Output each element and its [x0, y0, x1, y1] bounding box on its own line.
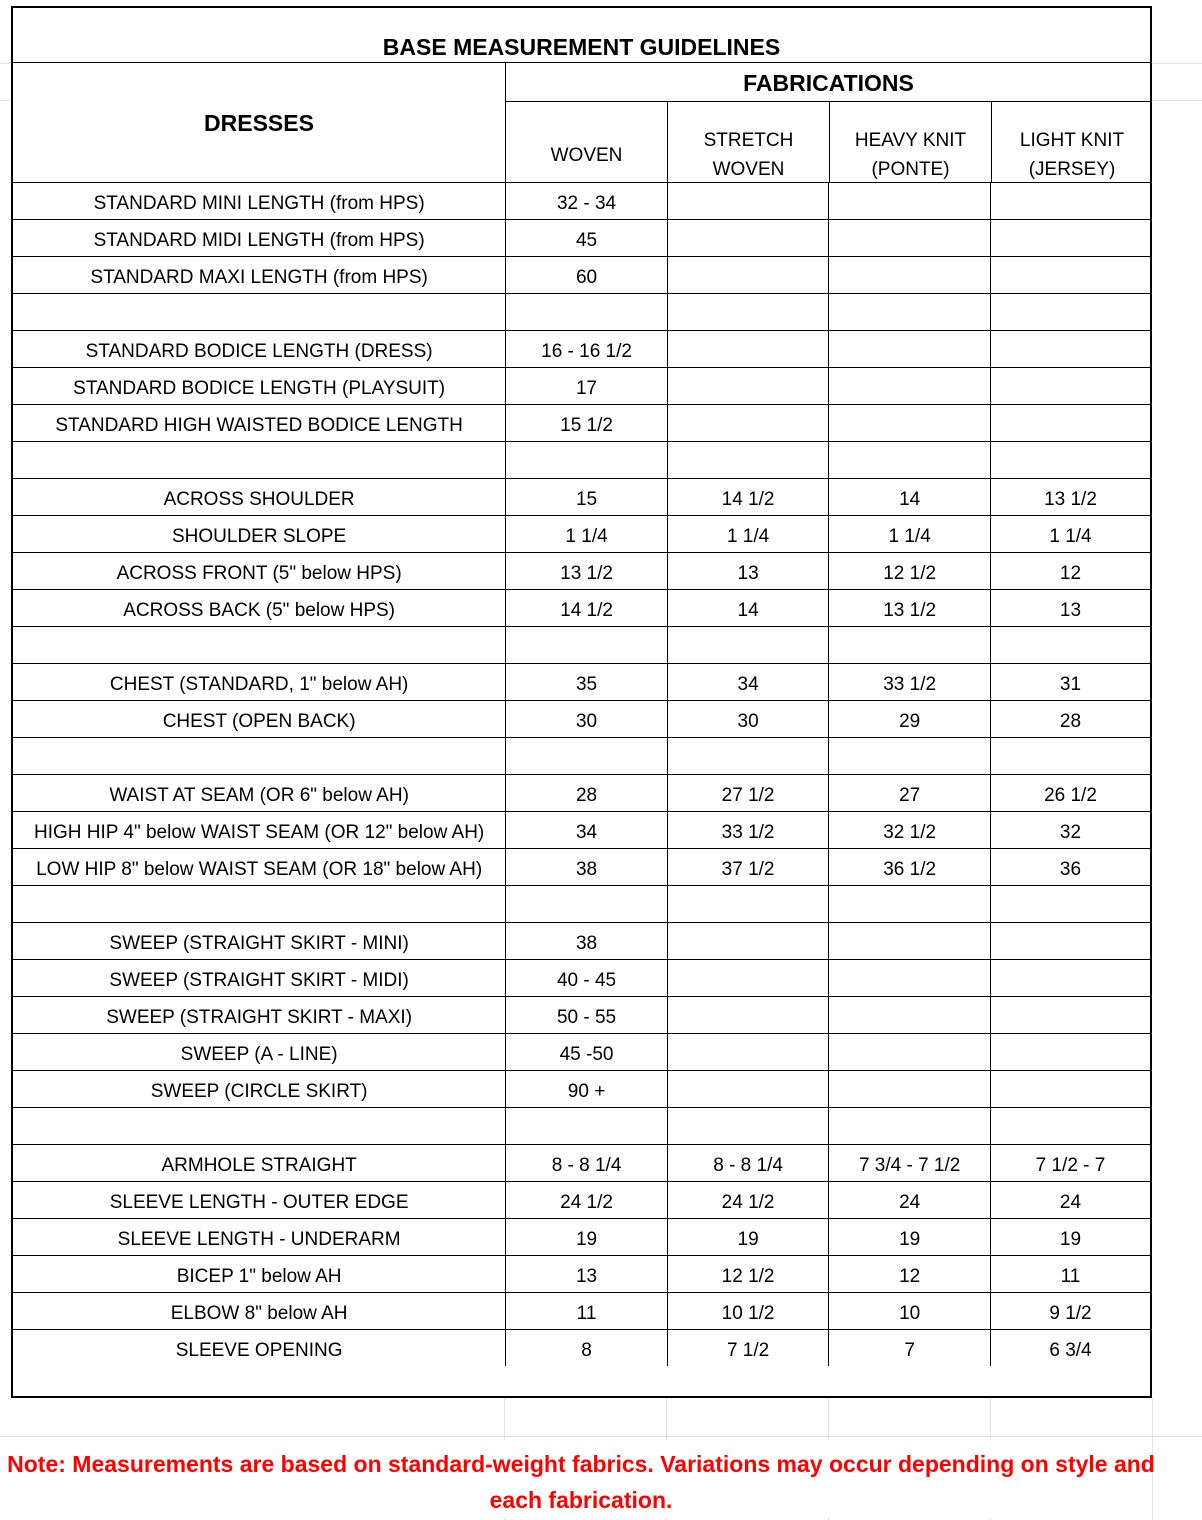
light-knit-value-cell[interactable]: 31: [990, 663, 1150, 700]
sheet-title: BASE MEASUREMENT GUIDELINES: [382, 34, 781, 60]
heavy-knit-value-cell[interactable]: [829, 404, 991, 441]
table-row: [13, 441, 1150, 478]
table-row: [13, 811, 1150, 848]
table-row: [13, 663, 1150, 700]
heavy-knit-value-cell[interactable]: [829, 256, 991, 293]
stretch-woven-value-cell[interactable]: 30: [667, 700, 828, 737]
heavy-knit-value-cell[interactable]: 32 1/2: [829, 811, 991, 848]
heavy-knit-value-cell[interactable]: [829, 1107, 991, 1144]
stretch-woven-value-cell[interactable]: [667, 404, 828, 441]
woven-value-cell[interactable]: 15: [506, 478, 668, 515]
stretch-woven-value-cell[interactable]: 27 1/2: [667, 774, 828, 811]
table-row: [13, 626, 1150, 663]
light-knit-value-cell[interactable]: [990, 996, 1150, 1033]
woven-value-cell[interactable]: [506, 1107, 668, 1144]
table-row: [13, 1292, 1150, 1329]
column-header-stretch-woven: STRETCH WOVEN: [703, 130, 794, 180]
heavy-knit-value-cell[interactable]: 12: [829, 1255, 991, 1292]
woven-value-cell[interactable]: 30: [506, 700, 668, 737]
measurement-table: [13, 182, 1150, 1366]
heavy-knit-value-cell[interactable]: [829, 219, 991, 256]
heavy-knit-value-cell[interactable]: [829, 330, 991, 367]
woven-value-cell[interactable]: 16 - 16 1/2: [506, 330, 668, 367]
woven-value-cell[interactable]: 19: [506, 1218, 668, 1255]
heavy-knit-value-cell[interactable]: 33 1/2: [829, 663, 991, 700]
measurement-label-cell[interactable]: SLEEVE LENGTH - UNDERARM: [13, 1218, 506, 1255]
heavy-knit-value-cell[interactable]: [829, 1070, 991, 1107]
background-gridline: [0, 1436, 1202, 1437]
stretch-woven-value-cell[interactable]: 8 - 8 1/4: [667, 1144, 828, 1181]
measurement-label-cell[interactable]: STANDARD HIGH WAISTED BODICE LENGTH: [13, 404, 506, 441]
stretch-woven-value-cell[interactable]: [667, 737, 828, 774]
table-row: [13, 1329, 1150, 1366]
measurement-label-cell[interactable]: HIGH HIP 4" below WAIST SEAM (OR 12" below AH): [13, 811, 506, 848]
measurement-label-cell[interactable]: CHEST (OPEN BACK): [13, 700, 506, 737]
light-knit-value-cell[interactable]: 32: [990, 811, 1150, 848]
heavy-knit-value-cell[interactable]: [829, 737, 991, 774]
measurement-label-cell[interactable]: SLEEVE LENGTH - OUTER EDGE: [13, 1181, 506, 1218]
woven-value-cell[interactable]: 28: [506, 774, 668, 811]
woven-value-cell[interactable]: 17: [506, 367, 668, 404]
table-row: [13, 1107, 1150, 1144]
woven-value-cell[interactable]: 14 1/2: [506, 589, 668, 626]
measurement-label-cell[interactable]: STANDARD BODICE LENGTH (PLAYSUIT): [13, 367, 506, 404]
woven-value-cell[interactable]: 38: [506, 848, 668, 885]
measurement-label-cell[interactable]: STANDARD MAXI LENGTH (from HPS): [13, 256, 506, 293]
light-knit-value-cell[interactable]: [990, 182, 1150, 219]
woven-value-cell[interactable]: 60: [506, 256, 668, 293]
light-knit-value-cell[interactable]: 26 1/2: [990, 774, 1150, 811]
heavy-knit-value-cell[interactable]: [829, 441, 991, 478]
measurement-sheet: [11, 6, 1152, 1398]
light-knit-value-cell[interactable]: 28: [990, 700, 1150, 737]
heavy-knit-value-cell[interactable]: [829, 996, 991, 1033]
stretch-woven-value-cell[interactable]: 1 1/4: [667, 515, 828, 552]
light-knit-value-cell[interactable]: [990, 1033, 1150, 1070]
woven-value-cell[interactable]: 15 1/2: [506, 404, 668, 441]
light-knit-value-cell[interactable]: [990, 441, 1150, 478]
light-knit-value-cell[interactable]: 1 1/4: [990, 515, 1150, 552]
stretch-woven-value-cell[interactable]: [667, 330, 828, 367]
measurement-label-cell[interactable]: WAIST AT SEAM (OR 6" below AH): [13, 774, 506, 811]
table-row: [13, 589, 1150, 626]
light-knit-value-cell[interactable]: 9 1/2: [990, 1292, 1150, 1329]
measurement-label-cell[interactable]: [13, 885, 506, 922]
footnote: Note: Measurements are based on standard-weight fabrics. Variations may occur depending on style and each fabrication.: [7, 1451, 1155, 1513]
measurement-label-cell[interactable]: SWEEP (STRAIGHT SKIRT - MIDI): [13, 959, 506, 996]
measurement-label-cell[interactable]: [13, 626, 506, 663]
table-row: [13, 848, 1150, 885]
heavy-knit-value-cell[interactable]: [829, 885, 991, 922]
measurement-label-cell[interactable]: ARMHOLE STRAIGHT: [13, 1144, 506, 1181]
heavy-knit-value-cell[interactable]: 7 3/4 - 7 1/2: [829, 1144, 991, 1181]
heavy-knit-value-cell[interactable]: 14: [829, 478, 991, 515]
stretch-woven-value-cell[interactable]: 14 1/2: [667, 478, 828, 515]
stretch-woven-value-cell[interactable]: [667, 1033, 828, 1070]
stretch-woven-value-cell[interactable]: 12 1/2: [667, 1255, 828, 1292]
stretch-woven-value-cell[interactable]: 19: [667, 1218, 828, 1255]
light-knit-value-cell[interactable]: [990, 293, 1150, 330]
stretch-woven-value-cell[interactable]: 24 1/2: [667, 1181, 828, 1218]
measurement-label-cell[interactable]: CHEST (STANDARD, 1" below AH): [13, 663, 506, 700]
heavy-knit-value-cell[interactable]: 13 1/2: [829, 589, 991, 626]
table-row: [13, 1144, 1150, 1181]
light-knit-value-cell[interactable]: 11: [990, 1255, 1150, 1292]
category-label: DRESSES: [204, 109, 314, 136]
stretch-woven-value-cell[interactable]: 34: [667, 663, 828, 700]
heavy-knit-value-cell[interactable]: 10: [829, 1292, 991, 1329]
stretch-woven-value-cell[interactable]: [667, 219, 828, 256]
table-row: [13, 478, 1150, 515]
measurement-label-cell[interactable]: STANDARD BODICE LENGTH (DRESS): [13, 330, 506, 367]
stretch-woven-value-cell[interactable]: 33 1/2: [667, 811, 828, 848]
measurement-label-cell[interactable]: LOW HIP 8" below WAIST SEAM (OR 18" below AH): [13, 848, 506, 885]
stretch-woven-value-cell[interactable]: 37 1/2: [667, 848, 828, 885]
stretch-woven-value-cell[interactable]: [667, 996, 828, 1033]
heavy-knit-value-cell[interactable]: [829, 293, 991, 330]
table-row: [13, 737, 1150, 774]
light-knit-value-cell[interactable]: [990, 922, 1150, 959]
table-row: [13, 1218, 1150, 1255]
measurement-label-cell[interactable]: SWEEP (STRAIGHT SKIRT - MAXI): [13, 996, 506, 1033]
table-row: [13, 959, 1150, 996]
heavy-knit-value-cell[interactable]: [829, 959, 991, 996]
measurement-label-cell[interactable]: [13, 1107, 506, 1144]
stretch-woven-value-cell[interactable]: [667, 441, 828, 478]
heavy-knit-value-cell[interactable]: 29: [829, 700, 991, 737]
heavy-knit-value-cell[interactable]: [829, 367, 991, 404]
light-knit-value-cell[interactable]: 13: [990, 589, 1150, 626]
fabrications-label: FABRICATIONS: [743, 69, 914, 96]
table-row: [13, 774, 1150, 811]
light-knit-value-cell[interactable]: 24: [990, 1181, 1150, 1218]
woven-value-cell[interactable]: 1 1/4: [506, 515, 668, 552]
woven-value-cell[interactable]: 90 +: [506, 1070, 668, 1107]
title-divider: [13, 62, 1152, 63]
light-knit-value-cell[interactable]: 19: [990, 1218, 1150, 1255]
woven-value-cell[interactable]: [506, 441, 668, 478]
heavy-knit-value-cell[interactable]: [829, 1033, 991, 1070]
table-row: [13, 1070, 1150, 1107]
light-knit-value-cell[interactable]: 6 3/4: [1049, 1340, 1092, 1361]
light-knit-value-cell[interactable]: [990, 404, 1150, 441]
woven-value-cell[interactable]: 32 - 34: [506, 182, 668, 219]
table-row: [13, 219, 1150, 256]
measurement-label-cell[interactable]: BICEP 1" below AH: [13, 1255, 506, 1292]
column-header-light-knit: LIGHT KNIT (JERSEY): [1019, 130, 1125, 180]
woven-value-cell[interactable]: [506, 626, 668, 663]
heavy-knit-value-cell[interactable]: 12 1/2: [829, 552, 991, 589]
light-knit-value-cell[interactable]: [990, 367, 1150, 404]
heavy-knit-value-cell[interactable]: 19: [829, 1218, 991, 1255]
measurement-label-cell[interactable]: ACROSS FRONT (5" below HPS): [13, 552, 506, 589]
woven-value-cell[interactable]: 40 - 45: [506, 959, 668, 996]
measurement-label-cell[interactable]: [13, 293, 506, 330]
woven-value-cell[interactable]: 38: [506, 922, 668, 959]
stretch-woven-value-cell[interactable]: 13: [667, 552, 828, 589]
heavy-knit-value-cell[interactable]: [829, 626, 991, 663]
heavy-knit-value-cell[interactable]: 36 1/2: [829, 848, 991, 885]
measurement-label-cell[interactable]: SWEEP (A - LINE): [13, 1033, 506, 1070]
light-knit-value-cell[interactable]: [990, 1070, 1150, 1107]
table-row: [13, 996, 1150, 1033]
woven-value-cell[interactable]: 11: [506, 1292, 668, 1329]
measurement-label-cell[interactable]: SHOULDER SLOPE: [13, 515, 506, 552]
woven-value-cell[interactable]: 8 - 8 1/4: [506, 1144, 668, 1181]
heavy-knit-value-cell[interactable]: 24: [829, 1181, 991, 1218]
table-row: [13, 1181, 1150, 1218]
column-header-woven: WOVEN: [550, 144, 623, 166]
measurement-label-cell[interactable]: ELBOW 8" below AH: [13, 1292, 506, 1329]
woven-value-cell[interactable]: 8: [506, 1329, 668, 1366]
table-row: [13, 182, 1150, 219]
light-knit-value-cell[interactable]: [990, 330, 1150, 367]
stretch-woven-value-cell[interactable]: [667, 959, 828, 996]
light-knit-value-cell[interactable]: [990, 959, 1150, 996]
measurement-label-cell[interactable]: STANDARD MIDI LENGTH (from HPS): [13, 219, 506, 256]
stretch-woven-value-cell[interactable]: 10 1/2: [667, 1292, 828, 1329]
table-row: [13, 1033, 1150, 1070]
woven-value-cell[interactable]: 50 - 55: [506, 996, 668, 1033]
table-row: [13, 700, 1150, 737]
measurement-label-cell[interactable]: [13, 737, 506, 774]
woven-value-cell[interactable]: [506, 737, 668, 774]
light-knit-value-cell[interactable]: 12: [990, 552, 1150, 589]
measurement-label-cell[interactable]: ACROSS SHOULDER: [13, 478, 506, 515]
stretch-woven-value-cell[interactable]: [667, 367, 828, 404]
table-row: [13, 922, 1150, 959]
measurement-label-cell[interactable]: ACROSS BACK (5" below HPS): [13, 589, 506, 626]
woven-value-cell[interactable]: [506, 293, 668, 330]
woven-value-cell[interactable]: 34: [506, 811, 668, 848]
stretch-woven-value-cell[interactable]: 14: [667, 589, 828, 626]
table-row: [13, 367, 1150, 404]
stretch-woven-value-cell[interactable]: [667, 1107, 828, 1144]
heavy-knit-value-cell[interactable]: 27: [829, 774, 991, 811]
heavy-knit-value-cell[interactable]: 7: [829, 1329, 991, 1366]
measurement-label-cell[interactable]: SWEEP (CIRCLE SKIRT): [13, 1070, 506, 1107]
measurement-label-cell[interactable]: SWEEP (STRAIGHT SKIRT - MINI): [13, 922, 506, 959]
table-row: [13, 404, 1150, 441]
light-knit-value-cell[interactable]: [990, 256, 1150, 293]
column-header-heavy-knit: HEAVY KNIT (PONTE): [854, 130, 967, 180]
table-row: [13, 330, 1150, 367]
measurement-label-cell[interactable]: [13, 441, 506, 478]
stretch-woven-value-cell[interactable]: 7 1/2: [667, 1329, 828, 1366]
woven-value-cell[interactable]: 45 -50: [506, 1033, 668, 1070]
stretch-woven-value-cell[interactable]: [667, 922, 828, 959]
stretch-woven-value-cell[interactable]: [667, 1070, 828, 1107]
woven-value-cell[interactable]: 45: [506, 219, 668, 256]
woven-value-cell[interactable]: [506, 885, 668, 922]
table-row: [13, 885, 1150, 922]
stretch-woven-value-cell[interactable]: [667, 182, 828, 219]
light-knit-value-cell[interactable]: [990, 737, 1150, 774]
light-knit-value-cell[interactable]: 7 1/2 - 7: [990, 1144, 1150, 1181]
woven-value-cell[interactable]: 13: [506, 1255, 668, 1292]
woven-value-cell[interactable]: 24 1/2: [506, 1181, 668, 1218]
light-knit-value-cell[interactable]: [990, 1107, 1150, 1144]
table-row: [13, 256, 1150, 293]
heavy-knit-value-cell[interactable]: [829, 922, 991, 959]
light-knit-value-cell[interactable]: 13 1/2: [990, 478, 1150, 515]
woven-value-cell[interactable]: 13 1/2: [506, 552, 668, 589]
table-row: [13, 552, 1150, 589]
stretch-woven-value-cell[interactable]: [667, 626, 828, 663]
table-row: [13, 1255, 1150, 1292]
light-knit-value-cell[interactable]: [990, 626, 1150, 663]
measurement-label-cell[interactable]: STANDARD MINI LENGTH (from HPS): [13, 182, 506, 219]
heavy-knit-value-cell[interactable]: 1 1/4: [829, 515, 991, 552]
table-row: [13, 515, 1150, 552]
woven-value-cell[interactable]: 35: [506, 663, 668, 700]
table-row: [13, 293, 1150, 330]
heavy-knit-value-cell[interactable]: [829, 182, 991, 219]
stretch-woven-value-cell[interactable]: [667, 293, 828, 330]
measurement-label-cell[interactable]: SLEEVE OPENING: [13, 1329, 506, 1366]
stretch-woven-value-cell[interactable]: [667, 256, 828, 293]
light-knit-value-cell[interactable]: [990, 885, 1150, 922]
light-knit-value-cell[interactable]: 36: [990, 848, 1150, 885]
stretch-woven-value-cell[interactable]: [667, 885, 828, 922]
light-knit-value-cell[interactable]: [990, 219, 1150, 256]
